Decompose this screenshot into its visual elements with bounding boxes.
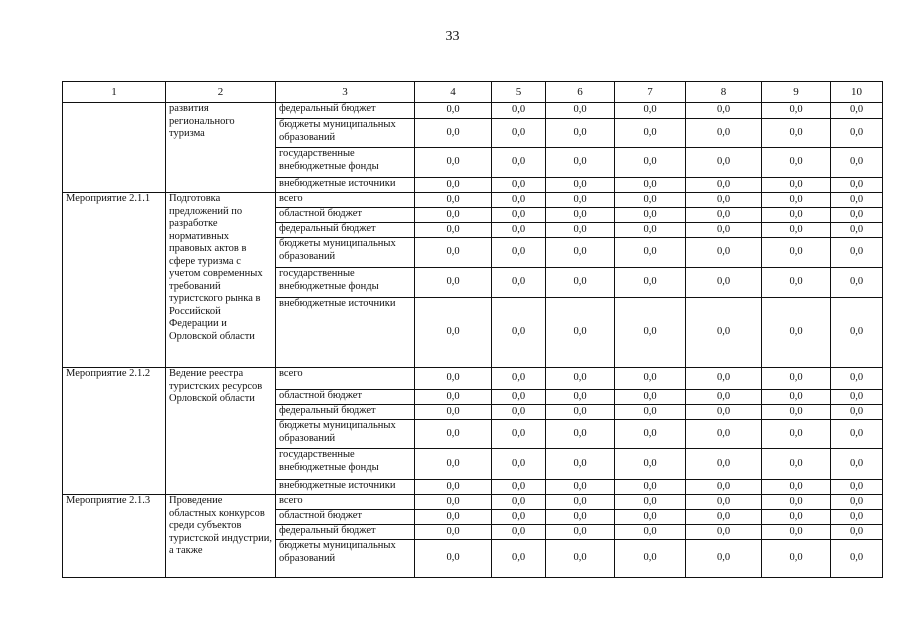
value-cell: 0,0 (686, 178, 762, 193)
value-cell: 0,0 (831, 368, 883, 390)
funding-source-cell: бюджеты муниципальных образований (276, 420, 415, 449)
funding-source-cell: федеральный бюджет (276, 103, 415, 119)
page-number: 33 (445, 29, 460, 44)
value-cell: 0,0 (546, 540, 615, 578)
value-cell: 0,0 (492, 390, 546, 405)
value-cell: 0,0 (831, 540, 883, 578)
value-cell: 0,0 (415, 525, 492, 540)
value-cell: 0,0 (686, 510, 762, 525)
column-header: 4 (415, 82, 492, 103)
column-header: 1 (63, 82, 166, 103)
value-cell: 0,0 (686, 449, 762, 480)
value-cell: 0,0 (762, 390, 831, 405)
value-cell: 0,0 (615, 540, 686, 578)
value-cell: 0,0 (831, 495, 883, 510)
funding-source-cell: бюджеты муниципальных образований (276, 119, 415, 148)
value-cell: 0,0 (492, 495, 546, 510)
value-cell: 0,0 (546, 223, 615, 238)
value-cell: 0,0 (615, 449, 686, 480)
value-cell: 0,0 (415, 449, 492, 480)
value-cell: 0,0 (415, 238, 492, 268)
value-cell: 0,0 (415, 405, 492, 420)
value-cell: 0,0 (762, 223, 831, 238)
value-cell: 0,0 (762, 208, 831, 223)
value-cell: 0,0 (492, 298, 546, 368)
value-cell: 0,0 (686, 103, 762, 119)
value-cell: 0,0 (686, 268, 762, 298)
value-cell: 0,0 (615, 178, 686, 193)
funding-source-cell: областной бюджет (276, 510, 415, 525)
value-cell: 0,0 (415, 540, 492, 578)
value-cell: 0,0 (492, 178, 546, 193)
value-cell: 0,0 (831, 193, 883, 208)
value-cell: 0,0 (415, 103, 492, 119)
value-cell: 0,0 (615, 480, 686, 495)
table-row (63, 103, 883, 119)
value-cell: 0,0 (762, 238, 831, 268)
value-cell: 0,0 (546, 193, 615, 208)
value-cell: 0,0 (686, 193, 762, 208)
column-header: 10 (831, 82, 883, 103)
value-cell: 0,0 (762, 103, 831, 119)
value-cell: 0,0 (546, 103, 615, 119)
funding-source-cell: всего (276, 193, 415, 208)
column-header: 7 (615, 82, 686, 103)
value-cell: 0,0 (762, 420, 831, 449)
value-cell: 0,0 (546, 449, 615, 480)
value-cell: 0,0 (546, 390, 615, 405)
event-cell (63, 103, 166, 193)
value-cell: 0,0 (762, 148, 831, 178)
value-cell: 0,0 (546, 208, 615, 223)
value-cell: 0,0 (615, 119, 686, 148)
value-cell: 0,0 (831, 119, 883, 148)
budget-table (62, 81, 883, 578)
value-cell: 0,0 (415, 119, 492, 148)
value-cell: 0,0 (415, 495, 492, 510)
value-cell: 0,0 (492, 268, 546, 298)
value-cell: 0,0 (492, 148, 546, 178)
value-cell: 0,0 (831, 449, 883, 480)
value-cell: 0,0 (762, 298, 831, 368)
value-cell: 0,0 (546, 368, 615, 390)
value-cell: 0,0 (831, 420, 883, 449)
value-cell: 0,0 (492, 510, 546, 525)
value-cell: 0,0 (831, 223, 883, 238)
funding-source-cell: бюджеты муниципальных образований (276, 540, 415, 578)
value-cell: 0,0 (686, 495, 762, 510)
value-cell: 0,0 (831, 525, 883, 540)
value-cell: 0,0 (615, 208, 686, 223)
value-cell: 0,0 (686, 298, 762, 368)
value-cell: 0,0 (615, 510, 686, 525)
value-cell: 0,0 (831, 208, 883, 223)
value-cell: 0,0 (831, 268, 883, 298)
value-cell: 0,0 (615, 298, 686, 368)
column-header: 8 (686, 82, 762, 103)
value-cell: 0,0 (615, 405, 686, 420)
value-cell: 0,0 (686, 368, 762, 390)
value-cell: 0,0 (686, 405, 762, 420)
funding-source-cell: федеральный бюджет (276, 405, 415, 420)
value-cell: 0,0 (492, 238, 546, 268)
funding-source-cell: областной бюджет (276, 208, 415, 223)
value-cell: 0,0 (415, 193, 492, 208)
value-cell: 0,0 (762, 268, 831, 298)
value-cell: 0,0 (762, 480, 831, 495)
value-cell: 0,0 (831, 480, 883, 495)
funding-source-cell: областной бюджет (276, 390, 415, 405)
event-cell: Мероприятие 2.1.3 (63, 495, 166, 578)
value-cell: 0,0 (415, 268, 492, 298)
value-cell: 0,0 (762, 178, 831, 193)
value-cell: 0,0 (546, 178, 615, 193)
value-cell: 0,0 (492, 480, 546, 495)
value-cell: 0,0 (415, 178, 492, 193)
funding-source-cell: бюджеты муниципальных образований (276, 238, 415, 268)
value-cell: 0,0 (546, 495, 615, 510)
table-row (63, 368, 883, 390)
value-cell: 0,0 (762, 368, 831, 390)
value-cell: 0,0 (492, 368, 546, 390)
funding-source-cell: государственные внебюджетные фонды (276, 268, 415, 298)
value-cell: 0,0 (831, 103, 883, 119)
value-cell: 0,0 (492, 103, 546, 119)
table-body (63, 103, 883, 578)
value-cell: 0,0 (831, 178, 883, 193)
value-cell: 0,0 (492, 119, 546, 148)
value-cell: 0,0 (686, 390, 762, 405)
funding-source-cell: государственные внебюджетные фонды (276, 148, 415, 178)
value-cell: 0,0 (762, 540, 831, 578)
value-cell: 0,0 (492, 193, 546, 208)
value-cell: 0,0 (546, 119, 615, 148)
value-cell: 0,0 (492, 449, 546, 480)
value-cell: 0,0 (686, 119, 762, 148)
value-cell: 0,0 (831, 148, 883, 178)
value-cell: 0,0 (686, 420, 762, 449)
table-row (63, 495, 883, 510)
value-cell: 0,0 (686, 223, 762, 238)
value-cell: 0,0 (415, 148, 492, 178)
value-cell: 0,0 (415, 223, 492, 238)
value-cell: 0,0 (615, 193, 686, 208)
column-header: 6 (546, 82, 615, 103)
event-name-cell: Подготовка предложений по разработке нормативных правовых актов в сфере туризма с учетом современных требований туристского рынка в Российской Федерации и Орловской области (166, 193, 276, 368)
value-cell: 0,0 (831, 390, 883, 405)
funding-source-cell: всего (276, 368, 415, 390)
value-cell: 0,0 (831, 405, 883, 420)
column-header: 5 (492, 82, 546, 103)
value-cell: 0,0 (831, 238, 883, 268)
value-cell: 0,0 (686, 208, 762, 223)
value-cell: 0,0 (415, 420, 492, 449)
value-cell: 0,0 (546, 148, 615, 178)
event-name-cell: развития регионального туризма (166, 103, 276, 193)
value-cell: 0,0 (615, 390, 686, 405)
value-cell: 0,0 (615, 148, 686, 178)
funding-source-cell: внебюджетные источники (276, 178, 415, 193)
value-cell: 0,0 (615, 223, 686, 238)
value-cell: 0,0 (615, 368, 686, 390)
value-cell: 0,0 (546, 420, 615, 449)
funding-source-cell: федеральный бюджет (276, 223, 415, 238)
column-header: 2 (166, 82, 276, 103)
table-row (63, 193, 883, 208)
value-cell: 0,0 (415, 510, 492, 525)
value-cell: 0,0 (492, 540, 546, 578)
value-cell: 0,0 (615, 103, 686, 119)
event-cell: Мероприятие 2.1.1 (63, 193, 166, 368)
value-cell: 0,0 (615, 525, 686, 540)
value-cell: 0,0 (615, 238, 686, 268)
value-cell: 0,0 (492, 405, 546, 420)
value-cell: 0,0 (546, 298, 615, 368)
funding-source-cell: внебюджетные источники (276, 298, 415, 368)
value-cell: 0,0 (831, 510, 883, 525)
value-cell: 0,0 (762, 193, 831, 208)
value-cell: 0,0 (492, 525, 546, 540)
value-cell: 0,0 (686, 480, 762, 495)
event-cell: Мероприятие 2.1.2 (63, 368, 166, 495)
value-cell: 0,0 (492, 223, 546, 238)
value-cell: 0,0 (686, 148, 762, 178)
value-cell: 0,0 (546, 238, 615, 268)
column-header: 9 (762, 82, 831, 103)
funding-source-cell: внебюджетные источники (276, 480, 415, 495)
value-cell: 0,0 (546, 480, 615, 495)
value-cell: 0,0 (546, 525, 615, 540)
value-cell: 0,0 (415, 390, 492, 405)
funding-source-cell: всего (276, 495, 415, 510)
value-cell: 0,0 (686, 540, 762, 578)
column-header: 3 (276, 82, 415, 103)
value-cell: 0,0 (546, 405, 615, 420)
value-cell: 0,0 (615, 420, 686, 449)
value-cell: 0,0 (762, 405, 831, 420)
value-cell: 0,0 (492, 208, 546, 223)
value-cell: 0,0 (546, 510, 615, 525)
value-cell: 0,0 (762, 495, 831, 510)
value-cell: 0,0 (415, 208, 492, 223)
header-row (63, 82, 883, 103)
value-cell: 0,0 (762, 510, 831, 525)
value-cell: 0,0 (492, 420, 546, 449)
value-cell: 0,0 (686, 525, 762, 540)
value-cell: 0,0 (762, 449, 831, 480)
value-cell: 0,0 (415, 298, 492, 368)
value-cell: 0,0 (615, 268, 686, 298)
funding-source-cell: федеральный бюджет (276, 525, 415, 540)
value-cell: 0,0 (546, 268, 615, 298)
event-name-cell: Ведение реестра туристских ресурсов Орловской области (166, 368, 276, 495)
value-cell: 0,0 (415, 368, 492, 390)
value-cell: 0,0 (686, 238, 762, 268)
funding-source-cell: государственные внебюджетные фонды (276, 449, 415, 480)
value-cell: 0,0 (615, 495, 686, 510)
value-cell: 0,0 (762, 525, 831, 540)
value-cell: 0,0 (415, 480, 492, 495)
event-name-cell: Проведение областных конкурсов среди субъектов туристской индустрии, а также (166, 495, 276, 578)
value-cell: 0,0 (831, 298, 883, 368)
value-cell: 0,0 (762, 119, 831, 148)
